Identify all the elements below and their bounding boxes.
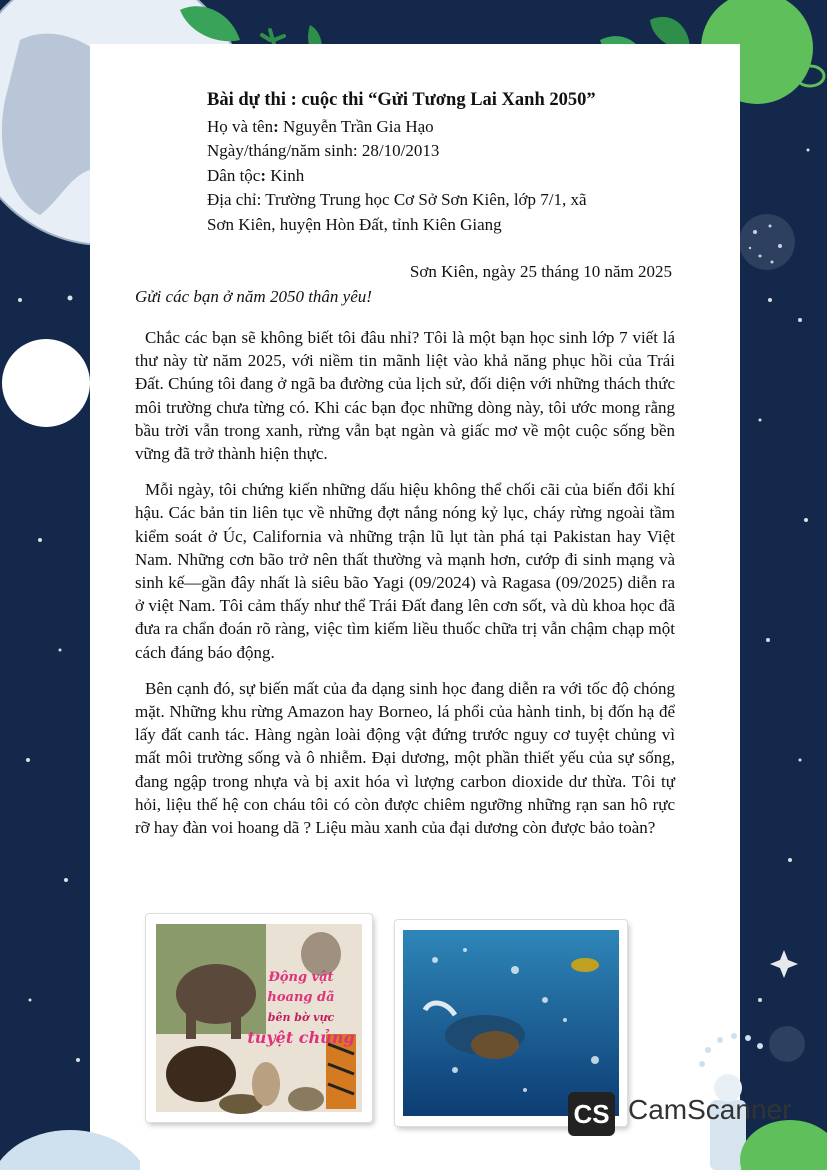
paragraph-3: Bên cạnh đó, sự biến mất của đa dạng sinh học đang diễn ra với tốc độ chóng mặt. Những khu rừng Amazon hay Borneo, lá phổi của hành tinh, bị đốn hạ để lấy đất canh tác. Hàng ngàn loài động vật đứng trước nguy cơ tuyệt chủng vì mất môi trường sống và ô nhiễm. Đại dương, một phần thiết yếu của sự sống, đang ngập trong nhựa và bị axit hóa vì lượng carbon dioxide dư thừa. Tôi tự hỏi, liệu thế hệ con cháu tôi có còn được chiêm ngưỡng những rạn san hô rực rỡ hay đàn voi hoang dã ? Liệu màu xanh của đại dương còn được bảo toàn? <box>135 678 675 838</box>
wildlife-photo <box>146 914 372 1122</box>
caption-line-2: bên bờ vực <box>267 1011 335 1024</box>
bottom-left-planet <box>0 1110 140 1170</box>
address-line-1: Địa chỉ: Trường Trung học Cơ Sở Sơn Kiên, lớp 7/1, xã <box>207 190 587 209</box>
camscanner-watermark: CamScanner <box>628 1094 792 1125</box>
letter-greeting: Gửi các bạn ở năm 2050 thân yêu! <box>135 287 372 306</box>
paragraph-2: Mỗi ngày, tôi chứng kiến những dấu hiệu không thể chối cãi của biến đổi khí hậu. Các bản tin liên tục về những đợt nắng nóng kỷ lục, cháy rừng ngoài tầm kiểm soát ở Úc, California và những trận lũ lụt tàn phá tại Pakistan hay Việt Nam. Những cơn bão trở nên thất thường và mạnh hơn, cướp đi sinh mạng và sinh kế—gần đây nhất là siêu bão Yagi (09/2024) và Ragasa (09/2025) diễn ra ở việt Nam. Tôi cảm thấy như thể Trái Đất đang lên cơn sốt, và dù khoa học đã đưa ra chẩn đoán rõ ràng, việc tìm kiếm liều thuốc chữa trị vẫn chậm chạp một cách đáng báo động. <box>135 480 675 662</box>
caption-line-3: tuyệt chủng <box>247 1028 355 1047</box>
name-value: Nguyễn Trần Gia Hạo <box>283 116 434 136</box>
name-line: Họ và tên: Nguyễn Trần Gia Hạo <box>207 116 434 136</box>
letter-date: Sơn Kiên, ngày 25 tháng 10 năm 2025 <box>409 262 672 281</box>
ethnicity-label: Dân tộc <box>207 165 261 185</box>
wildlife-caption <box>246 968 356 1048</box>
camscanner-logo: CS <box>568 1092 615 1136</box>
name-label: Họ và tên <box>207 116 274 136</box>
address-line-2: Sơn Kiên, huyện Hòn Đất, tỉnh Kiên Giang <box>207 214 502 234</box>
paragraph-1: Chắc các bạn sẽ không biết tôi đâu nhỉ? Tôi là một bạn học sinh lớp 7 viết lá thư này từ năm 2025, với niềm tin mãnh liệt vào khả năng phục hồi của Trái Đất. Chúng tôi đang ở ngã ba đường của lịch sử, đối diện với những thách thức môi trường chưa từng có. Khi các bạn đọc những dòng này, tôi ước mong rằng bầu trời vẫn trong xanh, rừng vẫn bạt ngàn và giấc mơ về một cuộc sống bền vững đã trở thành hiện thực. <box>135 328 675 464</box>
letter-body <box>135 326 675 852</box>
ethnicity-value: Kinh <box>270 165 305 185</box>
dob-line: Ngày/tháng/năm sinh: 28/10/2013 <box>207 141 440 160</box>
caption-line-1: Động vật hoang dã <box>267 970 335 1005</box>
ethnicity-line: Dân tộc: Kinh <box>207 165 305 185</box>
entry-header <box>207 88 677 237</box>
entry-title: Bài dự thi : cuộc thi “Gửi Tương Lai Xanh 2050” <box>207 90 596 110</box>
